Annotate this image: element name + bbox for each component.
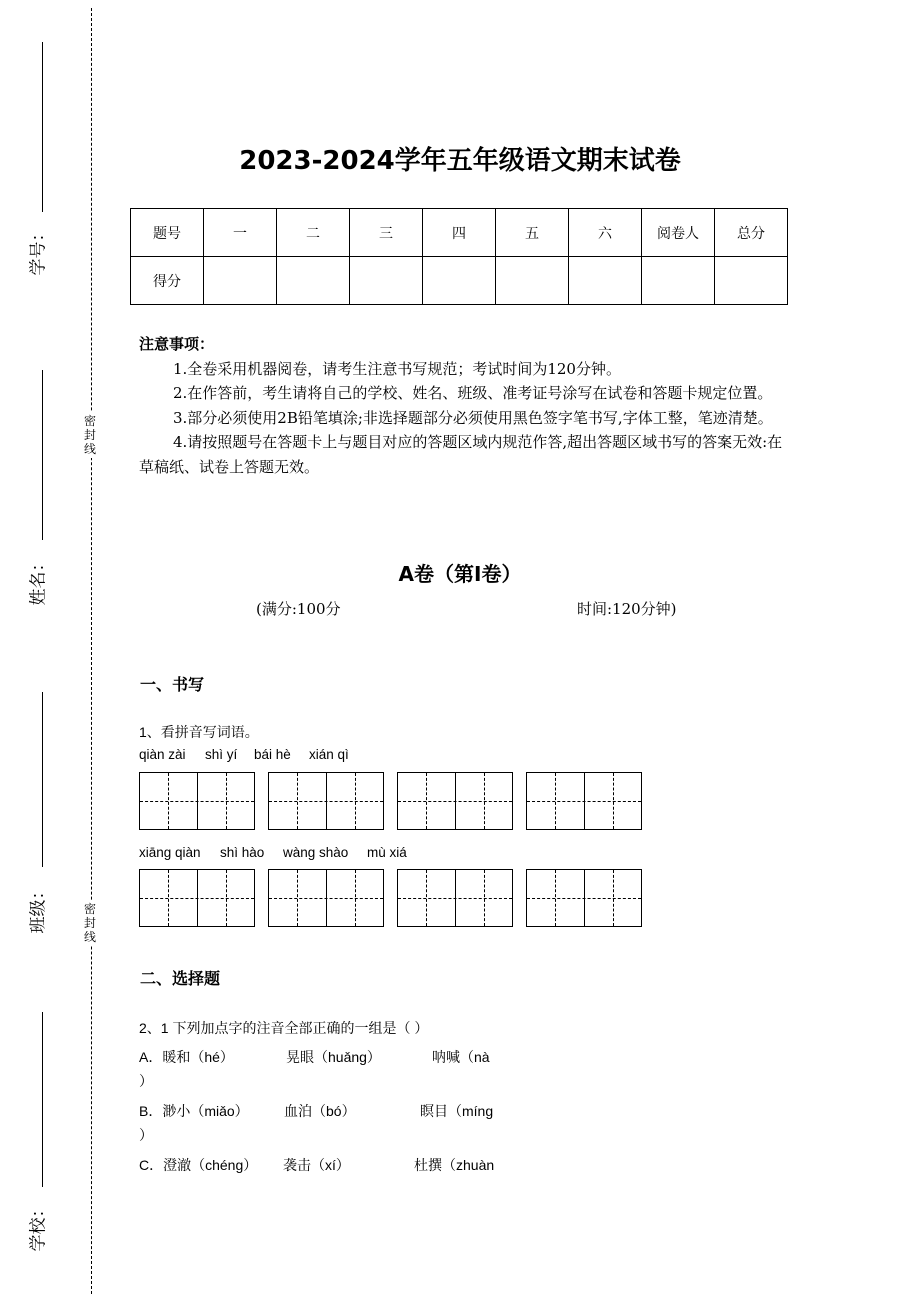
pinyin-label: bái hè (254, 747, 291, 762)
score-table-header-row (131, 209, 788, 257)
name-line (42, 370, 43, 540)
notice-block (139, 332, 787, 479)
full-score: (满分:100分 (256, 600, 341, 618)
option-a-close: ） (139, 1073, 153, 1089)
notice-item: 2.在作答前，考生请将自己的学校、姓名、班级、准考证号涂写在试卷和答题卡规定位置。 (173, 384, 773, 402)
pinyin-label: shì hào (220, 845, 265, 860)
option-c-part1: C．澄澈（chéng） (139, 1157, 258, 1173)
writing-grid[interactable] (139, 869, 255, 927)
score-header-cell: 一 (204, 209, 277, 257)
pinyin-label: xián qì (309, 747, 349, 762)
score-header-cell: 二 (277, 209, 350, 257)
notice-item: 1.全卷采用机器阅卷，请考生注意书写规范；考试时间为120分钟。 (173, 359, 621, 378)
class-line (42, 692, 43, 867)
notice-heading: 注意事项： (139, 335, 215, 353)
student-id-label: 学号： (28, 224, 49, 276)
option-c-part3: 杜撰（zhuàn (414, 1157, 495, 1173)
seal-dashed-line (91, 8, 92, 1294)
score-table-score-row (131, 257, 788, 305)
writing-grid[interactable] (397, 772, 513, 830)
writing-grid[interactable] (268, 869, 384, 927)
option-b-part3: 瞑目（míng (420, 1103, 494, 1119)
writing-grid[interactable] (139, 772, 255, 830)
class-label: 班级： (28, 882, 49, 934)
score-cell (350, 257, 423, 305)
school-label: 学校： (28, 1200, 49, 1252)
option-c-part2: 袭击（xí） (283, 1157, 350, 1173)
seal-label-lower: 密封线 (83, 902, 96, 944)
question-1: 1、看拼音写词语。 (139, 724, 259, 740)
pinyin-label: mù xiá (367, 845, 407, 860)
score-cell (204, 257, 277, 305)
score-cell (715, 257, 788, 305)
school-line (42, 1012, 43, 1187)
pinyin-label: wàng shào (283, 845, 349, 860)
score-header-cell: 四 (423, 209, 496, 257)
name-label: 姓名： (28, 554, 49, 606)
score-header-cell: 阅卷人 (642, 209, 715, 257)
section-choice-heading: 二、选择题 (140, 969, 221, 988)
option-a-part2: 晃眼（huǎng） (286, 1049, 381, 1065)
option-b-part1: B．渺小（miǎo） (139, 1103, 249, 1119)
writing-grid[interactable] (526, 869, 642, 927)
option-a-part3: 呐喊（nà (432, 1049, 490, 1065)
exam-title: 2023-2024学年五年级语文期末试卷 (239, 146, 681, 176)
score-cell (277, 257, 350, 305)
score-cell (496, 257, 569, 305)
score-header-cell: 六 (569, 209, 642, 257)
student-id-line (42, 42, 43, 212)
score-cell (642, 257, 715, 305)
score-header-cell: 总分 (715, 209, 788, 257)
notice-item: 3.部分必须使用2B铅笔填涂;非选择题部分必须使用黑色签字笔书写,字体工整，笔迹清楚。 (173, 408, 773, 427)
score-header-cell: 五 (496, 209, 569, 257)
binding-margin (0, 0, 100, 1302)
exam-time: 时间:120分钟) (577, 600, 677, 618)
score-cell (569, 257, 642, 305)
question-2: 2、1 下列加点字的注音全部正确的一组是（ ） (139, 1020, 429, 1036)
score-row-label: 得分 (131, 257, 204, 305)
paper-title: A卷（第I卷） (398, 562, 522, 586)
option-a-part1: A．暖和（hé） (139, 1049, 234, 1065)
writing-grid[interactable] (397, 869, 513, 927)
writing-grid[interactable] (268, 772, 384, 830)
score-header-cell: 题号 (131, 209, 204, 257)
score-table (130, 208, 788, 305)
score-cell (423, 257, 496, 305)
option-b-close: ） (139, 1127, 153, 1143)
pinyin-label: qiàn zài (139, 747, 186, 762)
notice-item: 4.请按照题号在答题卡上与题目对应的答题区域内规范作答,超出答题区域书写的答案无效:在草稿纸、试卷上答题无效。 (139, 433, 783, 476)
section-writing-heading: 一、书写 (140, 675, 205, 694)
writing-grid[interactable] (526, 772, 642, 830)
score-header-cell: 三 (350, 209, 423, 257)
pinyin-label: shì yí (205, 747, 238, 762)
seal-label-upper: 密封线 (83, 414, 96, 456)
option-b-part2: 血泊（bó） (284, 1103, 356, 1119)
pinyin-label: xiāng qiàn (139, 845, 201, 860)
